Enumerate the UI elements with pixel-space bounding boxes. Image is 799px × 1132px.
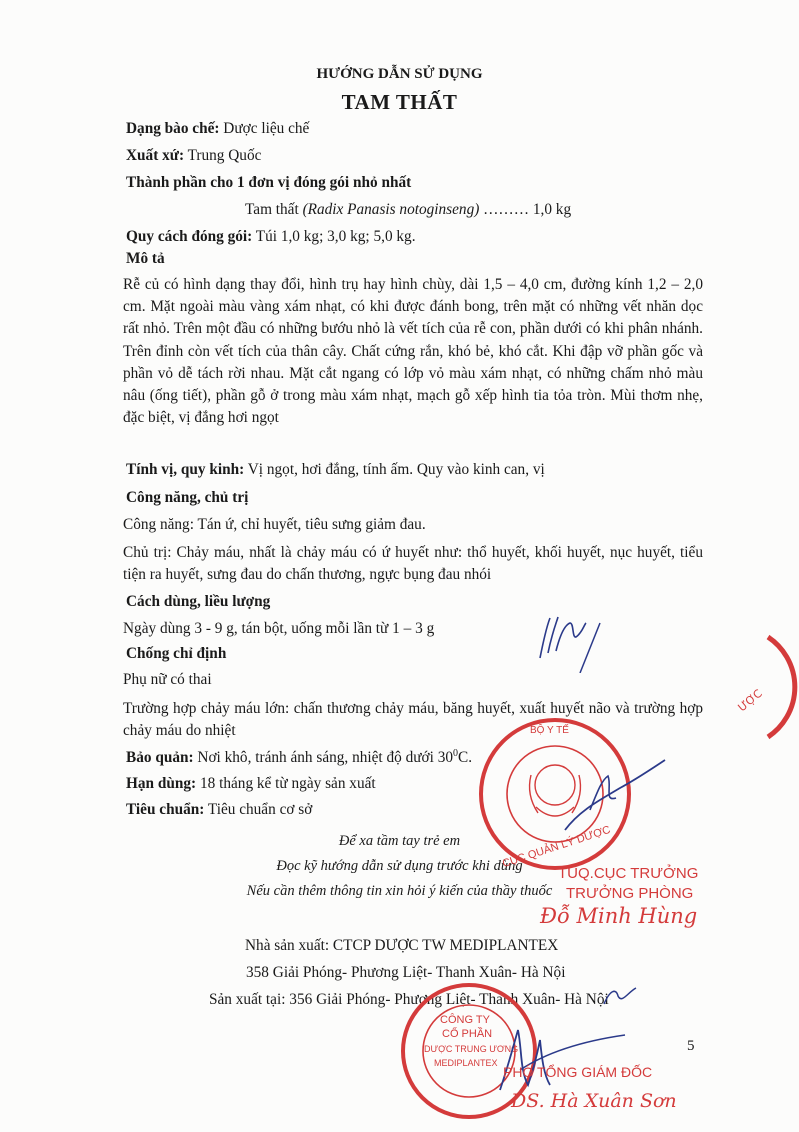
origin: Xuất xứ: Trung Quốc [126,147,262,164]
manufacturer-name: Nhà sản xuất: CTCP DƯỢC TW MEDIPLANTEX [245,937,559,954]
dosage-heading: Cách dùng, liều lượng [126,593,271,610]
composition-heading: Thành phần cho 1 đơn vị đóng gói nhỏ nhất [126,174,412,191]
description-heading: Mô tả [126,250,165,267]
packaging: Quy cách đóng gói: Túi 1,0 kg; 3,0 kg; 5,0 kg. [126,228,416,245]
contraindication-heading: Chống chỉ định [126,645,227,662]
small-signature-icon [600,982,640,1012]
initials-signature-icon [530,603,610,673]
approval-signature-icon [560,750,670,840]
ministry-seal: BỘ Y TẾ CỤC QUẢN LÝ DƯỢC [476,715,634,873]
partial-stamp-edge-icon [728,632,799,742]
dosage-text: Ngày dùng 3 - 9 g, tán bột, uống mỗi lần từ 1 – 3 g [123,620,435,637]
manufacturer-address: 358 Giải Phóng- Phương Liệt- Thanh Xuân- Hà Nội [246,964,566,981]
storage: Bảo quản: Nơi khô, tránh ánh sáng, nhiệt độ dưới $30^0C$. [126,748,473,767]
dosage-form: Dạng bào chế: Dược liệu chế [126,120,310,137]
approval-title: TUQ.CỤC TRƯỞNG [558,865,699,882]
document-heading: HƯỚNG DẪN SỬ DỤNG [316,66,483,82]
composition-line: Tam thất (Radix Panasis notoginseng) ……… 1,0 kg [245,201,572,218]
indication-text: Chủ trị: Chảy máu, nhất là chảy máu có ứ huyết như: thổ huyết, khối huyết, nục huyết, tiểu tiện ra huyết, sưng đau do chấn thương, ngực bụng đau nhói [123,544,703,584]
description-text: Rễ củ có hình dạng thay đổi, hình trụ hay hình chùy, dài 1,5 – 4,0 cm, đường kính 1,2 – 2,0 cm. Mặt ngoài màu vàng xám nhạt, có khi được đánh bong, trên mặt có những vết nhăn dọc rất nhỏ. Trên một đầu có những bướu nhỏ là vết tích của rễ con, phần dưới có khi phân nhánh. Trên đỉnh còn vết tích của thân cây. Chất cứng rắn, khó bẻ, khó cắt. Khi đập vỡ phần gốc và phần vỏ dễ tách rời nhau. Mặt cắt ngang có lớp vỏ màu xám nhạt, có những chấm nhỏ màu nâu (ống tiết), phần gỗ ở trong màu xám nhạt, mạch gỗ xếp hình tia tỏa tròn. Mùi thơm nhẹ, đặc biệt, vị đắng hơi ngọt [123,276,703,427]
page-number: 5 [687,1038,695,1054]
standard: Tiêu chuẩn: Tiêu chuẩn cơ sở [126,801,313,818]
approval-name: Đỗ Minh Hùng [540,904,698,928]
function-indication-heading: Công năng, chủ trị [126,489,249,506]
director-title: PHÓ TỔNG GIÁM ĐỐC [503,1064,653,1080]
director-signature-icon [480,1010,630,1100]
contraindication-2: Trường hợp chảy máu lớn: chấn thương chảy máu, băng huyết, xuất huyết não và trường hợp chảy máu do nhiệt [123,700,703,740]
product-title: TAM THẤT [341,90,458,114]
approval-department: TRƯỞNG PHÒNG [566,885,694,902]
contraindication-1: Phụ nữ có thai [123,671,212,688]
company-seal: CÔNG TY CỔ PHẦN DƯỢC TRUNG ƯƠNG MEDIPLANTEX [398,980,540,1122]
warning-2: Đọc kỹ hướng dẫn sử dụng trước khi dùng [276,858,523,874]
warning-1: Để xa tầm tay trẻ em [338,833,461,849]
function-text: Công năng: Tán ứ, chỉ huyết, tiêu sưng giảm đau. [123,516,426,533]
warning-3: Nếu cần thêm thông tin xin hỏi ý kiến của thầy thuốc [246,883,553,899]
shelf-life: Hạn dùng: 18 tháng kể từ ngày sản xuất [126,775,376,792]
production-address: Sản xuất tại: 356 Giải Phóng- Phương Liệt- Thanh Xuân- Hà Nội [209,991,609,1008]
taste-meridian: Tính vị, quy kinh: Vị ngọt, hơi đắng, tính ấm. Quy vào kinh can, vị [126,461,545,478]
svg-text:ƯỢC: ƯỢC [735,686,765,715]
director-name: DS. Hà Xuân Sơn [511,1090,677,1112]
